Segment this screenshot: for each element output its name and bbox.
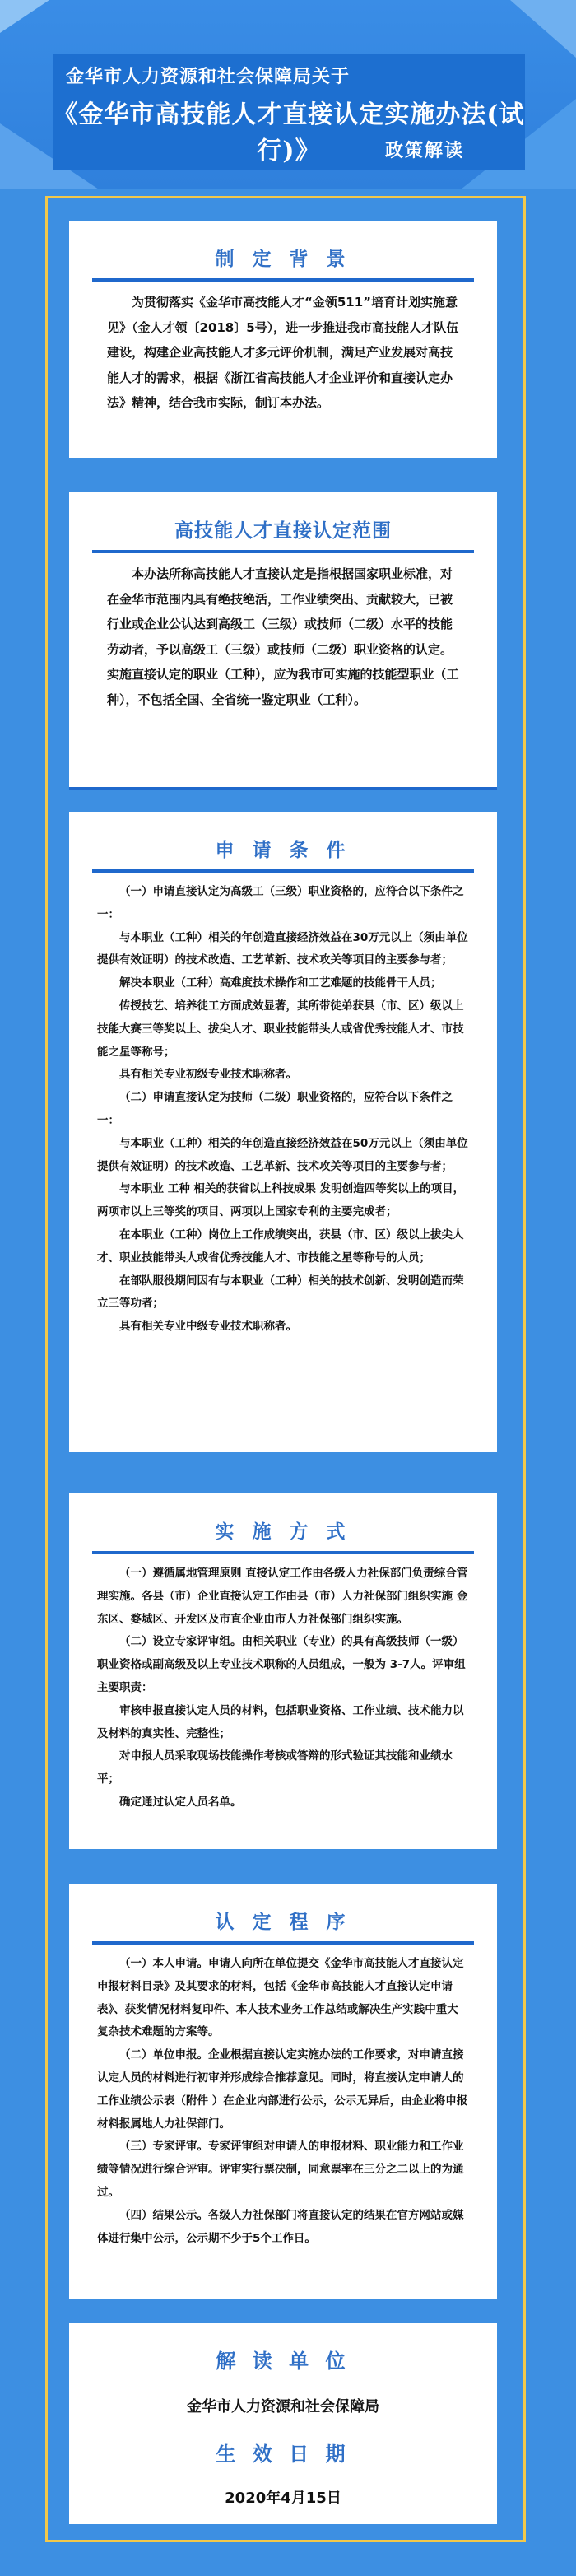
title-rule — [92, 278, 474, 282]
card-title: 认 定 程 序 — [215, 1911, 351, 1933]
procedure-paragraph: （一）本人申请。申请人向所在单位提交《金华市高技能人才直接认定申报材料目录》及其要求的材料，包括《金华市高技能人才直接认定申请表》、获奖情况材料复印件、本人技术业务工作总结或解决生产实践中重大复杂技术难题的方案等。 — [97, 1957, 464, 2039]
condition-paragraph: 与本职业（工种）相关的年创造直接经济效益在50万元以上（须由单位提供有效证明）的技术改造、工艺革新、技术攻关等项目的主要参与者； — [97, 1136, 468, 1173]
condition-paragraph: 解决本职业（工种）高难度技术操作和工艺难题的技能骨干人员； — [119, 976, 442, 990]
implementation-paragraph: （一）遵循属地管理原则 直接认定工作由各级人力社保部门负责综合管理实施。各县（市）企业直接认定工作由县（市）人力社保部门组织实施 金东区、婺城区、开发区及市直企业由市人力社保部门组织实施。 — [97, 1567, 468, 1626]
effective-date-value: 2020年4月15日 — [225, 2490, 341, 2507]
condition-paragraph: 具有相关专业初级专业技术职称者。 — [119, 1068, 297, 1082]
card-title: 高技能人才直接认定范围 — [174, 519, 392, 542]
card-final — [69, 2323, 497, 2524]
implementation-paragraph: （二）设立专家评审组。由相关职业（专业）的具有高级技师（一级）职业资格或副高级及以上专业技术职称的人员组成，一般为 3-7人。评审组主要职责： — [97, 1635, 466, 1694]
page-header — [0, 0, 576, 189]
issuer-value: 金华市人力资源和社会保障局 — [187, 2398, 379, 2415]
header-issuer: 金华市人力资源和社会保障局关于 — [66, 66, 351, 87]
header-subtitle: 政策解读 — [384, 140, 464, 161]
card-title: 申 请 条 件 — [215, 839, 351, 861]
condition-paragraph: 传授技艺、培养徒工方面成效显著，其所带徒弟获县（市、区）级以上技能大赛三等奖以上、拔尖人才、职业技能带头人或省优秀技能人才、市技能之星等称号； — [97, 999, 464, 1059]
decor-triangle — [0, 0, 49, 33]
implementation-paragraph: 对申报人员采取现场技能操作考核或答辩的形式验证其技能和业绩水平； — [97, 1749, 453, 1786]
implementation-paragraph: 确定通过认定人员名单。 — [119, 1795, 242, 1809]
card-title: 制 定 背 景 — [215, 248, 351, 270]
condition-paragraph: 与本职业（工种）相关的年创造直接经济效益在30万元以上（须由单位提供有效证明）的技术改造、工艺革新、技术攻关等项目的主要参与者； — [97, 930, 468, 967]
procedure-paragraph: （二）单位申报。企业根据直接认定实施办法的工作要求，对申请直接认定人员的材料进行初审并形成综合推荐意见。同时，将直接认定申请人的工作业绩公示表（附件 ）在企业内部进行公示，公示无异后，由企业将申报材料报属地人力社保部门。 — [97, 2048, 468, 2131]
procedure-paragraph: （四）结果公示。各级人力社保部门将直接认定的结果在官方网站或媒体进行集中公示，公示期不少于5个工作日。 — [97, 2208, 464, 2245]
condition-paragraph: 在本职业（工种）岗位上工作成绩突出，获县（市、区）级以上拔尖人才、职业技能带头人或省优秀技能人才、市技能之星等称号的人员； — [97, 1227, 464, 1265]
effective-date-label: 生 效 日 期 — [216, 2442, 351, 2466]
card-implementation — [69, 1493, 497, 1849]
title-rule — [92, 1941, 474, 1945]
card-background — [69, 221, 497, 458]
card-paragraph: 为贯彻落实《金华市高技能人才“金领511”培育计划实施意见》（金人才领〔2018〕5号），进一步推进我市高技能人才队伍建设，构建企业高技能人才多元评价机制，满足产业发展对高技能人才的需求，根据《浙江省高技能人才企业评价和直接认定办法》精神，结合我市实际，制订本办法。 — [107, 295, 459, 410]
card-procedure — [69, 1884, 497, 2299]
issuer-label: 解 读 单 位 — [216, 2349, 351, 2373]
title-rule — [92, 550, 474, 553]
card-conditions — [69, 812, 497, 1452]
title-rule — [92, 1551, 474, 1554]
condition-paragraph: （二）申请直接认定为技师（二级）职业资格的，应符合以下条件之一： — [97, 1091, 453, 1127]
condition-paragraph: 具有相关专业中级专业技术职称者。 — [119, 1320, 297, 1334]
card-title: 实 施 方 式 — [215, 1521, 351, 1543]
condition-paragraph: 在部队服役期间因有与本职业（工种）相关的技术创新、发明创造而荣立三等功者； — [97, 1274, 464, 1311]
card-bottom-rule — [69, 787, 497, 790]
condition-paragraph: （一）申请直接认定为高级工（三级）职业资格的，应符合以下条件之一： — [97, 885, 464, 921]
decor-triangle — [510, 0, 576, 58]
card-scope — [69, 492, 497, 790]
procedure-paragraph: （三）专家评审。专家评审组对申请人的申报材料、职业能力和工作业绩等情况进行综合评审。评审实行票决制，同意票率在三分之二以上的为通过。 — [97, 2140, 464, 2199]
header-document-title: 《金华市高技能人才直接认定实施办法(试行)》 — [53, 100, 525, 165]
card-paragraph: 本办法所称高技能人才直接认定是指根据国家职业标准，对在金华市范围内具有绝技绝活，工作业绩突出、贡献较大，已被行业或企业公认达到高级工（三级）或技师（二级）水平的技能劳动者，予以高级工（三级）或技师（二级）职业资格的认定。实施直接认定的职业（工种），应为我市可实施的技能型职业（工种），不包括全国、全省统一鉴定职业（工种）。 — [107, 566, 459, 707]
title-rule — [92, 869, 474, 873]
condition-paragraph: 与本职业 工种 相关的获省以上科技成果 发明创造四等奖以上的项目，两项市以上三等奖的项目、两项以上国家专利的主要完成者； — [97, 1182, 465, 1219]
implementation-paragraph: 审核申报直接认定人员的材料，包括职业资格、工作业绩、技术能力以及材料的真实性、完整性； — [97, 1703, 464, 1740]
